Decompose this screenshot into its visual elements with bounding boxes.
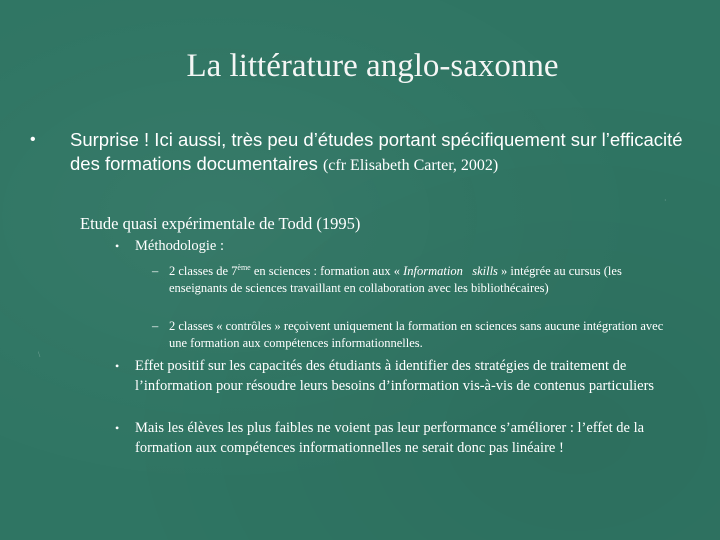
background-speck: ·: [664, 196, 667, 205]
method-text: 2 classes « contrôles » reçoivent uniquement la formation en sciences sans aucune intégration avec une formation aux compétences informationnelles.: [169, 319, 664, 350]
method-item-control: [152, 318, 677, 352]
study-heading: Etude quasi expérimentale de Todd (1995): [80, 214, 361, 233]
bullet-text: Surprise ! Ici aussi, très peu d’études portant spécifiquement sur l’efficacité des formations documentaires: [70, 129, 683, 174]
bullet-surprise: [30, 128, 700, 178]
bullet-marker: •: [115, 421, 120, 435]
method-text-part2: en sciences : formation aux «: [250, 264, 404, 278]
method-item-experimental: [152, 263, 677, 297]
item-text: Méthodologie :: [135, 238, 225, 254]
method-text-part1: 2 classes de 7: [169, 264, 238, 278]
item-methodology: [115, 236, 680, 256]
dash-marker: –: [152, 319, 159, 333]
item-text: Effet positif sur les capacités des étudiants à identifier des stratégies de traitement de l’information pour résoudre leurs besoins d’information vis-à-vis de contenus particuliers: [135, 358, 655, 394]
dash-marker: –: [152, 264, 159, 278]
slide-title: La littérature anglo-saxonne: [186, 48, 559, 84]
item-text: Mais les élèves les plus faibles ne voient pas leur performance s’améliorer : l’effet de la formation aux compétences informationnelles ne serait donc pas linéaire !: [135, 420, 645, 456]
bullet-marker: •: [115, 239, 120, 253]
bullet-marker: •: [30, 131, 36, 148]
item-weak-students: [115, 418, 680, 458]
citation: (cfr Elisabeth Carter, 2002): [322, 157, 499, 174]
bullet-marker: •: [115, 359, 120, 373]
item-positive-effect: [115, 356, 680, 396]
background-speck: \: [38, 350, 41, 359]
italic-term: Information skills: [403, 264, 498, 278]
superscript: ème: [237, 262, 251, 272]
method-text-part3: » intégrée au cursus (les enseignants de sciences travaillant en collaboration avec les bibliothécaires): [169, 264, 622, 295]
